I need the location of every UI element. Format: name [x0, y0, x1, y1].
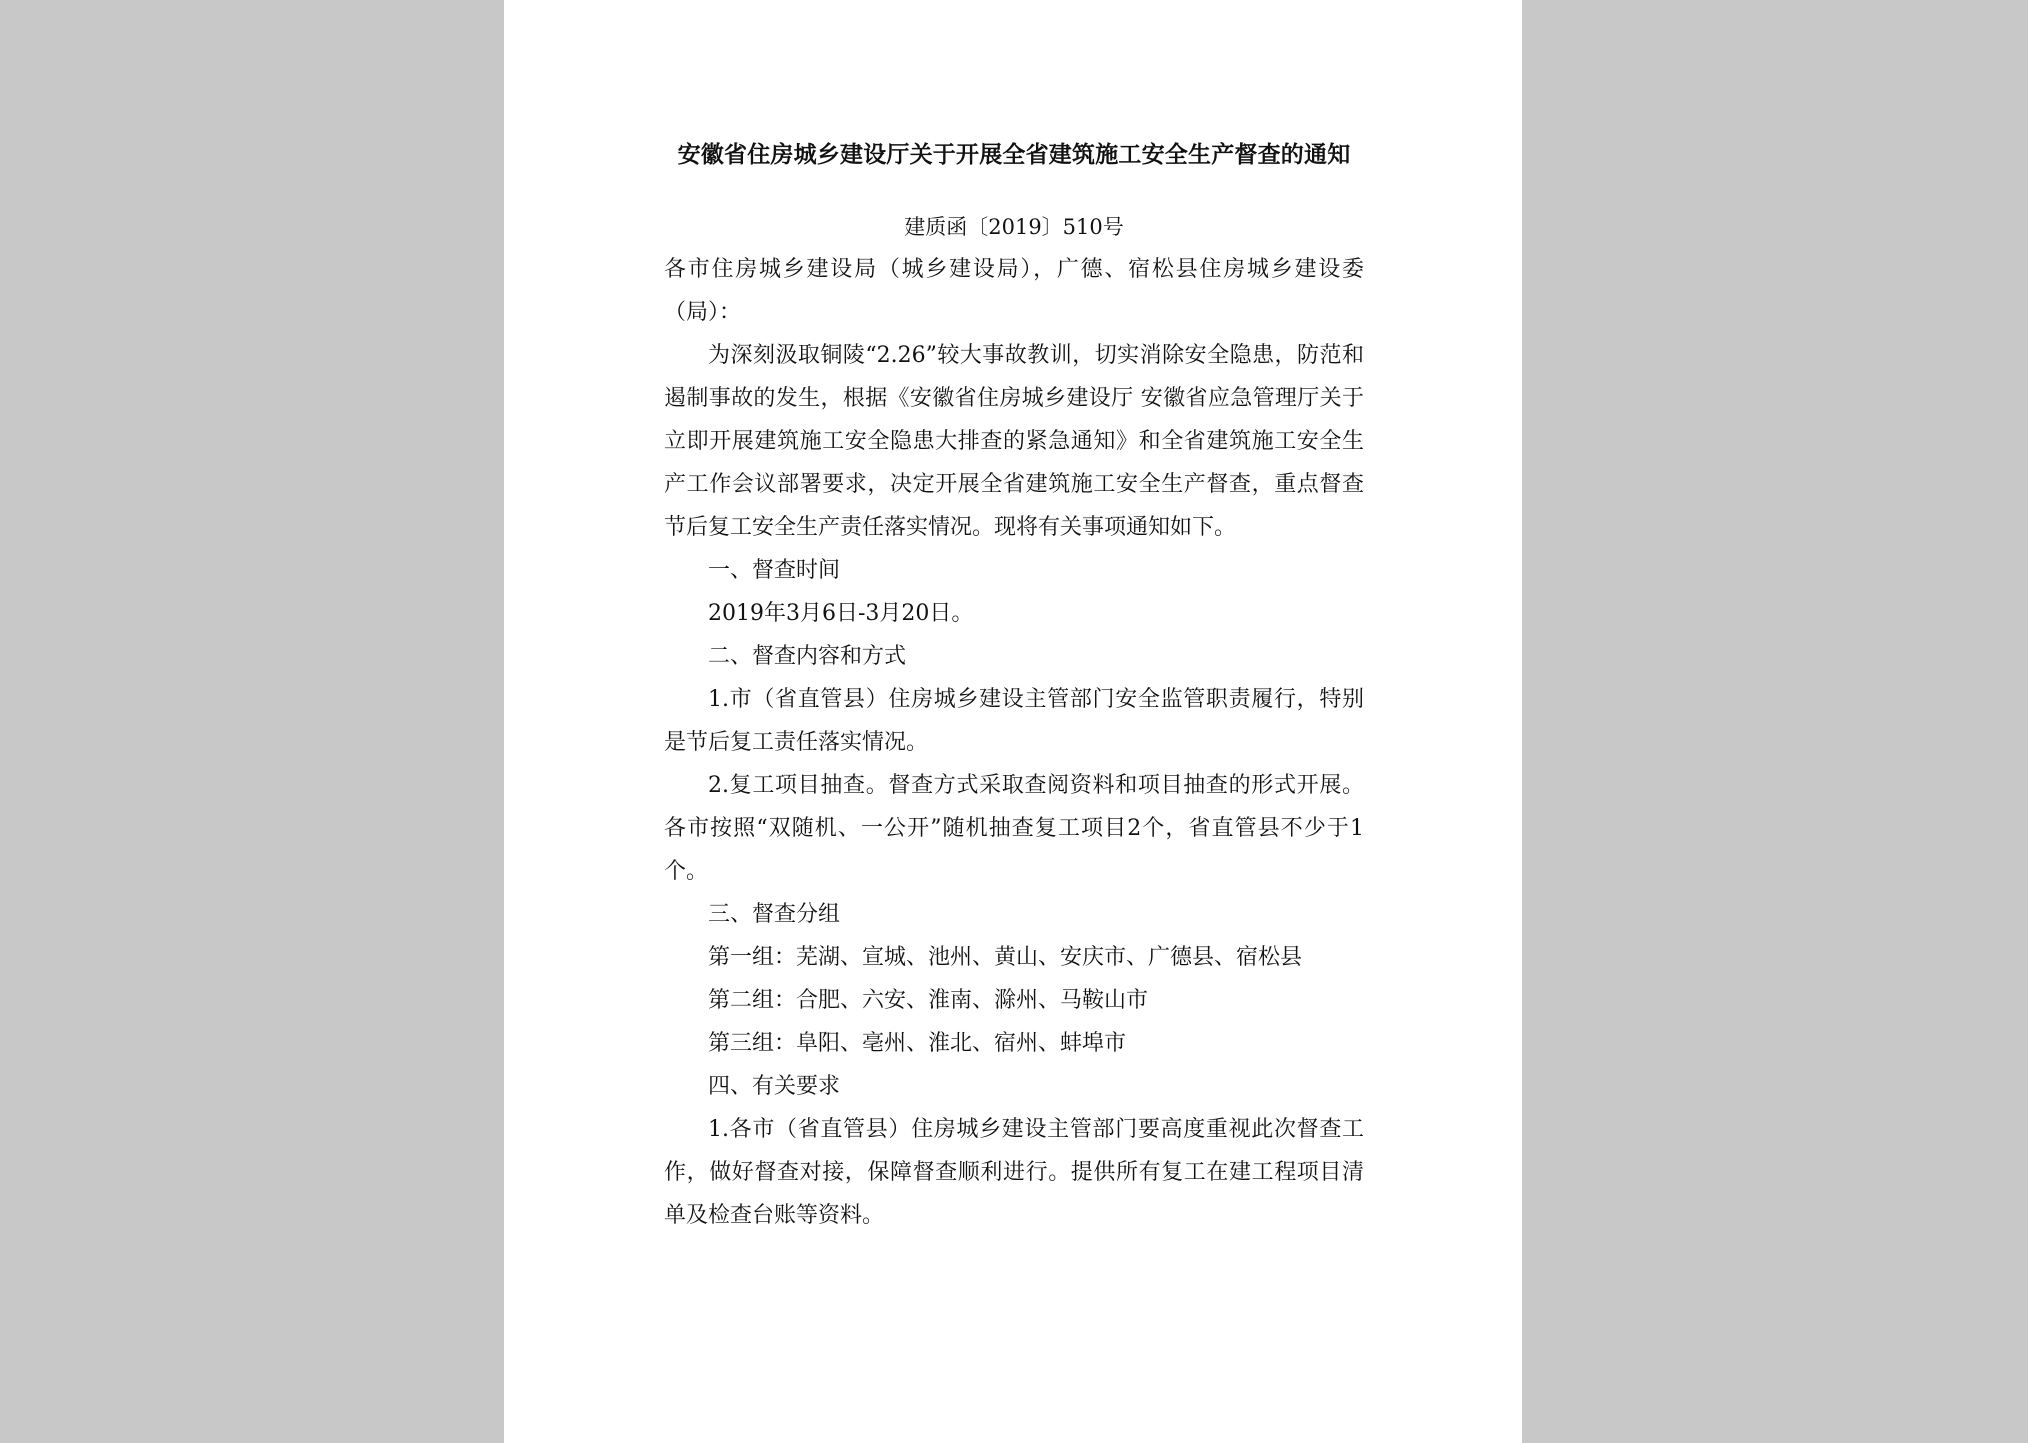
document-title: 安徽省住房城乡建设厅关于开展全省建筑施工安全生产督查的通知	[677, 142, 1351, 168]
section-3-heading: 三、督查分组	[708, 902, 841, 927]
group-2-line: 第二组：合肥、六安、淮南、滁州、马鞍山市	[708, 988, 1149, 1013]
section-1-text: 2019年3月6日-3月20日。	[708, 601, 974, 626]
group-1-line: 第一组：芜湖、宣城、池州、黄山、安庆市、广德县、宿松县	[708, 945, 1303, 970]
section-2-heading: 二、督查内容和方式	[708, 644, 907, 669]
section-4-heading: 四、有关要求	[708, 1074, 841, 1099]
document-number: 建质函〔2019〕510号	[904, 215, 1124, 239]
section-2-item-2: 2.复工项目抽查。督查方式采取查阅资料和项目抽查的形式开展。各市按照“双随机、一公开”随机抽查复工项目2个，省直管县不少于1个。	[664, 773, 1364, 884]
addressee: 各市住房城乡建设局（城乡建设局），广德、宿松县住房城乡建设委（局）：	[664, 257, 1364, 325]
section-2-item-1: 1.市（省直管县）住房城乡建设主管部门安全监管职责履行，特别是节后复工责任落实情况。	[664, 687, 1364, 755]
section-1-heading: 一、督查时间	[708, 558, 841, 583]
section-4-item-1: 1.各市（省直管县）住房城乡建设主管部门要高度重视此次督查工作，做好督查对接，保障督查顺利进行。提供所有复工在建工程项目清单及检查台账等资料。	[664, 1117, 1364, 1228]
document-page	[504, 0, 1522, 1443]
page-content	[664, 140, 1364, 1237]
intro-paragraph: 为深刻汲取铜陵“2.26”较大事故教训，切实消除安全隐患，防范和遏制事故的发生，根据《安徽省住房城乡建设厅 安徽省应急管理厅关于立即开展建筑施工安全隐患大排查的紧急通知》和全省建筑施工安全生产工作会议部署要求，决定开展全省建筑施工安全生产督查，重点督查节后复工安全生产责任落实情况。现将有关事项通知如下。	[664, 343, 1364, 540]
group-3-line: 第三组：阜阳、亳州、淮北、宿州、蚌埠市	[708, 1031, 1127, 1056]
